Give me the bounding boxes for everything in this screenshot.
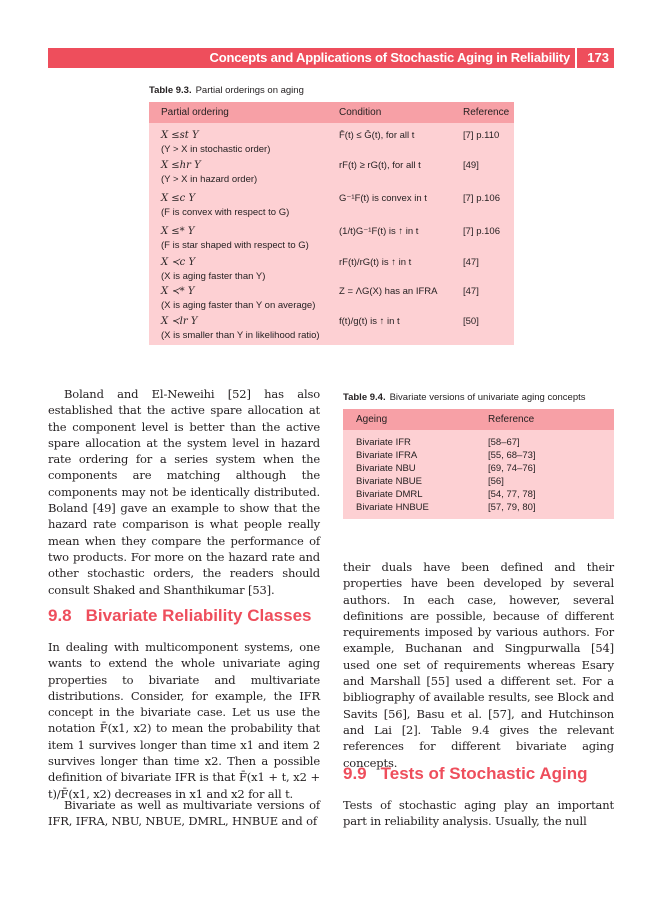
ageing-cell: Bivariate NBUE bbox=[356, 476, 422, 487]
section-9-8-heading bbox=[48, 606, 311, 626]
table-9-3-label: Table 9.3. bbox=[149, 85, 192, 96]
condition-cell: F̄(t) ≤ Ḡ(t), for all t bbox=[339, 130, 415, 141]
reference-cell: [47] bbox=[463, 257, 479, 268]
section-9-8-title: Bivariate Reliability Classes bbox=[85, 606, 312, 625]
running-header-title: Concepts and Applications of Stochastic Aging in Reliability bbox=[209, 50, 570, 65]
ordering-note: (Y > X in stochastic order) bbox=[161, 144, 271, 155]
reference-cell: [7] p.106 bbox=[463, 193, 500, 204]
table-row bbox=[343, 489, 614, 501]
section-9-8-number: 9.8 bbox=[48, 606, 72, 625]
header-separator bbox=[575, 48, 577, 68]
col-partial-ordering: Partial ordering bbox=[161, 107, 229, 118]
condition-cell: rF(t)/rG(t) is ↑ in t bbox=[339, 257, 412, 268]
condition-cell: Z = ΛG(X) has an IFRA bbox=[339, 286, 438, 297]
col-condition: Condition bbox=[339, 107, 382, 118]
table-row bbox=[149, 316, 514, 346]
reference-cell: [47] bbox=[463, 286, 479, 297]
condition-cell: G⁻¹F(t) is convex in t bbox=[339, 193, 427, 204]
reference-cell: [7] p.110 bbox=[463, 130, 500, 141]
running-header bbox=[48, 48, 614, 68]
col-reference: Reference bbox=[463, 107, 510, 118]
reference-cell: [7] p.106 bbox=[463, 226, 500, 237]
table-row bbox=[343, 476, 614, 488]
table-row bbox=[149, 193, 514, 223]
left-paragraph-1: Boland and El-Neweihi [52] has also established that the active spare allocation at the component level is better than the active spare allocation at the system level in hazard rate ordering for a series system when the components are matching although the components may not be identically distributed. Boland [49] gave an example to show that the hazard rate comparison is what people really mean when they compare the performance of two products. For more on the hazard rate and other stochastic orders, the readers should consult Shaked and Shanthikumar [53]. bbox=[48, 387, 320, 597]
ordering-cell: X ≤c Y bbox=[161, 193, 196, 204]
table-9-3-caption-text: Partial orderings on aging bbox=[195, 85, 304, 96]
table-9-4 bbox=[343, 409, 614, 519]
section-9-9-title: Tests of Stochastic Aging bbox=[380, 764, 588, 783]
table-9-4-caption bbox=[343, 392, 586, 403]
table-row bbox=[149, 130, 514, 160]
table-9-3 bbox=[149, 102, 514, 345]
ordering-cell: X ≺c Y bbox=[161, 257, 196, 268]
table-9-4-caption-text: Bivariate versions of univariate aging concepts bbox=[389, 392, 586, 403]
left-paragraph-3: Bivariate as well as multivariate versions of IFR, IFRA, NBU, NBUE, DMRL, HNBUE and of bbox=[48, 798, 320, 829]
table-row bbox=[149, 160, 514, 190]
section-9-9-heading bbox=[343, 764, 588, 784]
table-row bbox=[149, 286, 514, 316]
reference-cell: [54, 77, 78] bbox=[488, 489, 536, 500]
table-row bbox=[149, 226, 514, 256]
col-reference: Reference bbox=[488, 414, 535, 425]
condition-cell: rF(t) ≥ rG(t), for all t bbox=[339, 160, 421, 171]
reference-cell: [50] bbox=[463, 316, 479, 327]
ordering-note: (X is smaller than Y in likelihood ratio) bbox=[161, 330, 320, 341]
ordering-cell: X ≺lr Y bbox=[161, 316, 198, 327]
col-ageing: Ageing bbox=[356, 414, 388, 425]
ordering-note: (X is aging faster than Y) bbox=[161, 271, 266, 282]
condition-cell: (1/t)G⁻¹F(t) is ↑ in t bbox=[339, 226, 419, 237]
table-9-4-label: Table 9.4. bbox=[343, 392, 386, 403]
reference-cell: [49] bbox=[463, 160, 479, 171]
right-paragraph-1: their duals have been defined and their properties have been developed by several authors. In each case, however, several definitions are possible, because of different requirements imposed by various authors. For example, Buchanan and Singpurwalla [54] used one set of requirements whereas Esary and Marshall [55] used a different set. For a bibliography of available results, see Block and Savits [56], Basu et al. [57], and Hutchinson and Lai [2]. Table 9.4 gives the relevant references for different bivariate aging concepts. bbox=[343, 560, 614, 770]
table-9-3-caption bbox=[149, 85, 304, 96]
right-paragraph-2: Tests of stochastic aging play an important part in reliability analysis. Usually, the null bbox=[343, 798, 614, 829]
ordering-note: (F is convex with respect to G) bbox=[161, 207, 290, 218]
ageing-cell: Bivariate IFR bbox=[356, 437, 411, 448]
ordering-cell: X ≺* Y bbox=[161, 286, 195, 297]
reference-cell: [58–67] bbox=[488, 437, 520, 448]
condition-cell: f(t)/g(t) is ↑ in t bbox=[339, 316, 400, 327]
ageing-cell: Bivariate HNBUE bbox=[356, 502, 429, 513]
ordering-cell: X ≤hr Y bbox=[161, 160, 201, 171]
ordering-cell: X ≤* Y bbox=[161, 226, 195, 237]
table-9-3-header bbox=[149, 102, 514, 123]
ordering-note: (X is aging faster than Y on average) bbox=[161, 300, 316, 311]
ordering-note: (Y > X in hazard order) bbox=[161, 174, 258, 185]
page-number: 173 bbox=[587, 50, 609, 65]
table-9-4-header bbox=[343, 409, 614, 430]
ageing-cell: Bivariate NBU bbox=[356, 463, 416, 474]
ordering-cell: X ≤st Y bbox=[161, 130, 199, 141]
left-paragraph-2: In dealing with multicomponent systems, one wants to extend the whole univariate aging properties to bivariate and multivariate distributions. Consider, for example, the IFR concept in the bivariate case. Let us use the notation F̄(x1, x2) to mean the probability that item 1 survives longer than time x1 and item 2 survives longer than time x2. Then a possible definition of bivariate IFR is that F̄(x1 + t, x2 + t)/F̄(x1, x2) decreases in x1 and x2 for all t. bbox=[48, 640, 320, 801]
section-9-9-number: 9.9 bbox=[343, 764, 367, 783]
reference-cell: [69, 74–76] bbox=[488, 463, 536, 474]
table-row bbox=[343, 450, 614, 462]
ordering-note: (F is star shaped with respect to G) bbox=[161, 240, 309, 251]
reference-cell: [56] bbox=[488, 476, 504, 487]
table-row bbox=[343, 502, 614, 514]
table-row bbox=[343, 463, 614, 475]
ageing-cell: Bivariate DMRL bbox=[356, 489, 423, 500]
ageing-cell: Bivariate IFRA bbox=[356, 450, 418, 461]
table-row bbox=[149, 257, 514, 287]
table-row bbox=[343, 437, 614, 449]
reference-cell: [57, 79, 80] bbox=[488, 502, 536, 513]
reference-cell: [55, 68–73] bbox=[488, 450, 536, 461]
